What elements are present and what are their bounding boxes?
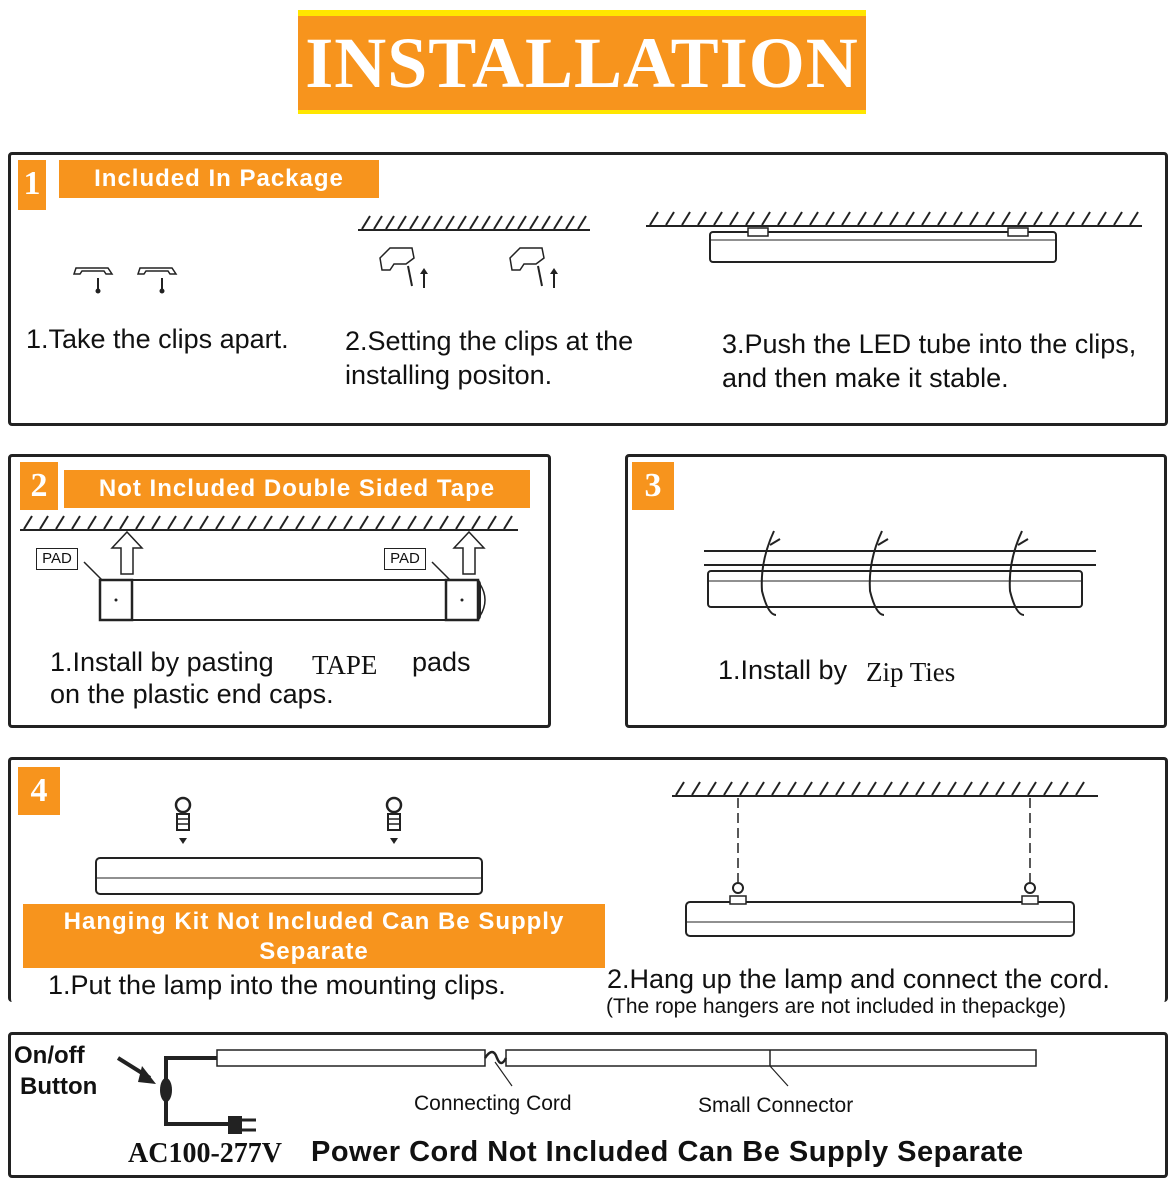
step2-caption-tape: TAPE [312,650,378,680]
power-wiring-diagram [110,1044,1040,1148]
tube-with-tape-pads [80,560,492,630]
step2-caption-b: pads [412,647,471,677]
step1-label: Included In Package [59,160,379,198]
voltage-label: AC100-277V [128,1138,282,1169]
step1-caption-1: 1.Take the clips apart. [26,324,289,354]
ceiling-hatch-3 [20,514,518,532]
step3-number: 3 [632,462,674,510]
step4-caption-left: 1.Put the lamp into the mounting clips. [48,970,506,1000]
clips-mounted-illustration [374,244,574,294]
tube-for-clips [94,856,486,898]
step3-caption-a: 1.Install by [718,655,848,685]
ceiling-hatch-2 [646,210,1142,228]
step4-caption-right: 2.Hang up the lamp and connect the cord. [607,964,1110,994]
step1-caption-3-line1: 3.Push the LED tube into the clips, [722,329,1137,359]
ceiling-hatch-4 [672,780,1098,798]
step4-caption-right-note: (The rope hangers are not included in thepackge) [606,995,1066,1018]
step4-label-line2: Separate [259,938,369,965]
title-banner [298,10,866,114]
step4-number: 4 [18,767,60,815]
step2-caption-line2: on the plastic end caps. [50,679,334,709]
step3-caption-b: Zip Ties [866,657,956,687]
hook-icon [381,796,407,848]
switch-label-line2: Button [20,1073,98,1100]
switch-label-line1: On/off [14,1042,85,1069]
page-title: INSTALLATION [305,23,859,103]
hook-icon [170,796,196,848]
step1-caption-3-line2: and then make it stable. [722,363,1009,393]
step1-caption-2-line2: installing positon. [345,360,553,390]
led-tube-in-clips [708,228,1064,268]
hanging-lamp-illustration [684,798,1078,940]
step1-number: 1 [18,160,46,210]
small-connector-label: Small Connector [698,1094,854,1117]
pad-label-left: PAD [36,548,78,570]
step2-label: Not Included Double Sided Tape [64,470,530,508]
clips-apart-illustration [70,260,200,300]
power-cord-note: Power Cord Not Included Can Be Supply Separate [311,1136,1024,1168]
step4-label-line1: Hanging Kit Not Included Can Be Supply [63,908,565,935]
step2-number: 2 [20,462,58,510]
pad-label-right: PAD [384,548,426,570]
ceiling-hatch-1 [358,214,590,232]
step4-label [23,904,605,968]
step2-caption-a: 1.Install by pasting [50,647,274,677]
zip-tie-illustration [700,525,1100,625]
step1-caption-2-line1: 2.Setting the clips at the [345,326,634,356]
connecting-cord-label: Connecting Cord [414,1092,572,1115]
